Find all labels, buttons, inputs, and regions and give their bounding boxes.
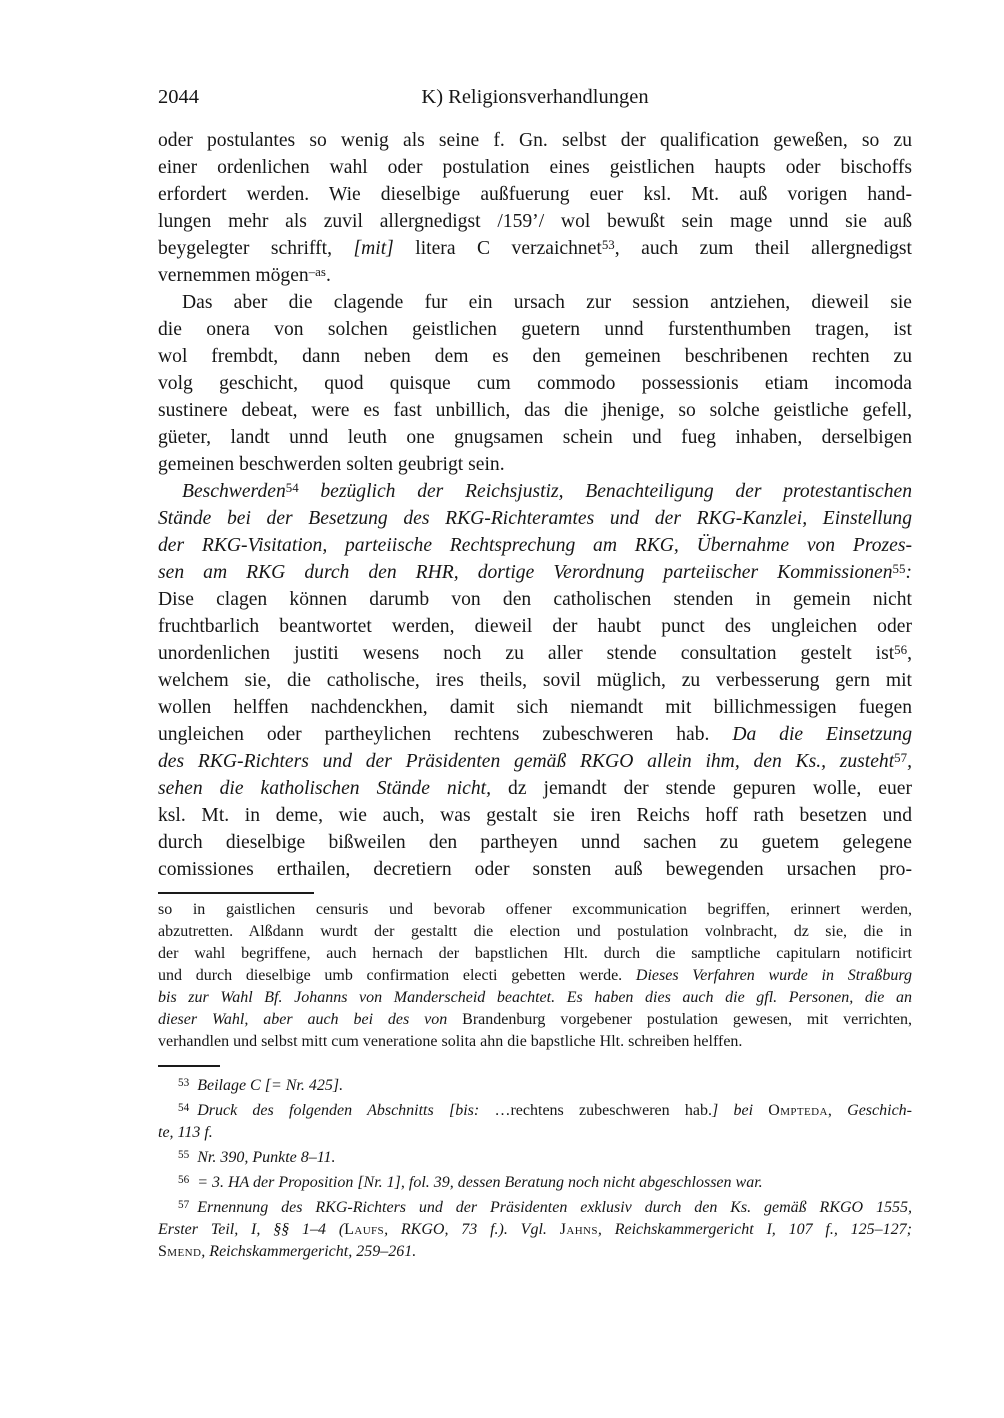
text-run: güeter, landt unnd leuth one gnugsamen schein und fueg inhaben, derselbigen: [158, 427, 912, 448]
text-run: ungleichen oder partheylichen rechtens zubeschweren hab.: [158, 724, 733, 745]
footnote-marker: 57: [894, 749, 908, 765]
text-line: [158, 775, 912, 802]
text-run: beygelegter schrifft,: [158, 238, 354, 259]
text-run: Erster Teil, I, §§ 1–4 (: [158, 1221, 345, 1238]
text-run: vernemmen mögen: [158, 265, 309, 286]
text-run: Stände bei der Besetzung des RKG-Richteramtes und der RKG-Kanzlei, Einstellung: [158, 508, 912, 529]
text-line: [158, 856, 912, 883]
text-line: [158, 667, 912, 694]
text-run: wol frembdt, dann neben dem es den gemeinen beschribenen rechten zu: [158, 346, 912, 367]
text-line: [158, 208, 912, 235]
footnotes-section: [158, 1075, 912, 1263]
text-run: , Reichskammergericht, 259–261.: [201, 1243, 417, 1260]
footnote-marker: 53: [601, 236, 615, 252]
text-run: Laufs: [344, 1221, 385, 1238]
text-run: erfordert werden. Wie dieselbige außfuerung euer ksl. Mt. auß vorigen hand-: [158, 184, 912, 205]
text-line: [158, 478, 912, 505]
text-run: die onera von solchen geistlichen guetern unnd furstenthumben tragen, ist: [158, 319, 912, 340]
footnote-marker: –as: [308, 263, 326, 279]
text-run: sustinere debeat, were es fast unbillich, das die jhenige, so solche geistliche gefell,: [158, 400, 912, 421]
text-run: sen am RKG durch den RHR, dortige Verordnung parteiischer Kommissionen: [158, 562, 893, 583]
footnote-55: [158, 1147, 912, 1169]
text-line: [158, 1075, 912, 1097]
text-line: [158, 289, 912, 316]
text-run: …rechtens zubeschweren hab.: [494, 1102, 712, 1119]
text-line: [158, 451, 912, 478]
text-run: welchem sie, die catholische, ires theils, sovil müglich, zu verbesserung gern mit: [158, 670, 912, 691]
text-run: Smend: [158, 1243, 202, 1260]
text-run: Dieses Verfahren wurde in Straßburg: [635, 967, 912, 984]
footnote-54: [158, 1100, 912, 1144]
text-run: Das aber die clagende fur ein ursach zur session antziehen, dieweil sie: [182, 292, 912, 313]
text-line: [158, 829, 912, 856]
text-run: des RKG-Richters und der Präsidenten gemäß RKGO allein ihm, den Ks., zusteht: [158, 751, 895, 772]
text-line: [158, 1241, 912, 1263]
text-run: , auch zum theil allergnedigst: [614, 238, 912, 259]
text-line: [158, 586, 912, 613]
text-line: [158, 1219, 912, 1241]
text-line: [158, 505, 912, 532]
text-run: = 3. HA der Proposition [Nr. 1], fol. 39, dessen Beratung noch nicht abgeschlossen war.: [197, 1174, 763, 1191]
text-run: abzutretten. Alßdann wurdt der gestaltt die election und postulation volnbracht, dz sie, die in: [158, 923, 912, 940]
text-line: [158, 802, 912, 829]
text-run: durch dieselbige bißweilen den partheyen unnd sachen zu guetem gelegene: [158, 832, 912, 853]
running-head: K) Religionsverhandlungen: [421, 86, 649, 108]
text-run: Ompteda: [768, 1102, 828, 1119]
text-line: [158, 987, 912, 1009]
footnote-separator-rule: [158, 1065, 220, 1067]
text-line: [158, 694, 912, 721]
text-run: einer ordenlichen wahl oder postulation eines geistlichen haupts oder bischoffs: [158, 157, 912, 178]
text-run: Nr. 390, Punkte 8–11.: [197, 1149, 336, 1166]
text-run: litera C verzaichnet: [393, 238, 602, 259]
text-run: verhandlen und selbst mitt cum veneratione solita ahn die bapstliche Hlt. schreiben helffen.: [158, 1033, 743, 1050]
paragraph-beschwerden: [158, 478, 912, 883]
text-line: [158, 424, 912, 451]
text-run: ,: [907, 643, 912, 664]
text-line: [158, 640, 912, 667]
text-line: [158, 1031, 912, 1053]
text-line: [158, 921, 912, 943]
text-line: [158, 154, 912, 181]
text-run: so in gaistlichen censuris und bevorab offener excommunication begriffen, erinnert werden,: [158, 901, 912, 918]
text-run: Brandenburg vorgebener postulation gewesen, mit verrichten,: [462, 1011, 913, 1028]
text-line: [158, 559, 912, 586]
body-text: [158, 127, 912, 883]
text-run: Ernennung des RKG-Richters und der Präsidenten exklusiv durch den Ks. gemäß RKGO 1555,: [197, 1199, 912, 1216]
text-line: [158, 721, 912, 748]
footnote-56: [158, 1172, 912, 1194]
text-line: [158, 1147, 912, 1169]
text-run: und durch dieselbige umb confirmation electi gebetten werde.: [158, 967, 636, 984]
text-line: [158, 613, 912, 640]
text-line: [158, 397, 912, 424]
paragraph-continuation: [158, 127, 912, 289]
page-number: 2044: [158, 86, 199, 108]
text-run: unordenlichen justiti wesens noch zu aller stende consultation gestelt ist: [158, 643, 895, 664]
text-line: [158, 1172, 912, 1194]
apparatus-note-continuation: [158, 899, 912, 1053]
text-run: .: [325, 265, 331, 286]
footnote-number: 54: [178, 1101, 190, 1114]
text-run: der RKG-Visitation, parteiische Rechtsprechung am RKG, Übernahme von Prozes-: [158, 535, 912, 556]
text-run: dz jemandt der stende gepuren wolle, euer: [508, 778, 913, 799]
text-line: [158, 899, 912, 921]
text-line: [158, 1122, 912, 1144]
text-run: bezüglich der Reichsjustiz, Benachteiligung der protestantischen: [298, 481, 912, 502]
page-header: [158, 84, 912, 111]
text-line: [158, 1100, 912, 1122]
text-line: [158, 748, 912, 775]
footnote-continuation-rule: [158, 892, 314, 894]
text-run: ,: [827, 1102, 848, 1119]
text-run: , RKGO, 73 f.). Vgl.: [384, 1221, 560, 1238]
text-line: [158, 235, 912, 262]
text-run: Da die Einsetzung: [732, 724, 913, 745]
footnote-number: 57: [178, 1198, 190, 1211]
text-run: sehen die katholischen Stände nicht,: [158, 778, 509, 799]
text-line: [158, 316, 912, 343]
text-run: Geschich-: [847, 1102, 912, 1119]
text-line: [158, 127, 912, 154]
text-run: te, 113 f.: [158, 1124, 213, 1141]
text-run: gemeinen beschwerden solten geubrigt sein.: [158, 454, 505, 475]
footnote-57: [158, 1197, 912, 1263]
text-line: [158, 943, 912, 965]
text-run: volg geschicht, quod quisque cum commodo possessionis etiam incomoda: [158, 373, 912, 394]
footnote-53: [158, 1075, 912, 1097]
text-line: [158, 370, 912, 397]
text-run: Druck des folgenden Abschnitts [bis:: [197, 1102, 495, 1119]
paragraph-session-clage: [158, 289, 912, 478]
footnote-marker: 54: [285, 479, 299, 495]
text-run: ksl. Mt. in deme, wie auch, was gestalt sie iren Reichs hoff rath besetzen und: [158, 805, 912, 826]
text-line: [158, 532, 912, 559]
text-run: oder postulantes so wenig als seine f. Gn. selbst der qualification geweßen, so zu: [158, 130, 912, 151]
text-line: [158, 1009, 912, 1031]
text-run: fruchtbarlich beantwortet werden, dieweil der haubt punct des ungleichen oder: [158, 616, 912, 637]
text-run: lungen mehr als zuvil allergnedigst /159’/ wol bewußt sein mage unnd sie auß: [158, 211, 912, 232]
text-line: [158, 343, 912, 370]
text-run: :: [905, 562, 912, 583]
footnote-marker: 55: [892, 560, 906, 576]
footnote-number: 55: [178, 1148, 190, 1161]
text-line: [158, 262, 912, 289]
text-run: ] bei: [712, 1102, 769, 1119]
text-run: ,: [907, 751, 912, 772]
text-run: Beschwerden: [182, 481, 286, 502]
text-run: wollen helffen nachdenckhen, damit sich niemandt mit billichmessigen fuegen: [158, 697, 912, 718]
footnote-number: 56: [178, 1173, 190, 1186]
text-line: [158, 1197, 912, 1219]
text-run: [mit]: [353, 238, 394, 259]
text-run: Dise clagen können darumb von den catholischen stenden in gemein nicht: [158, 589, 912, 610]
text-line: [158, 181, 912, 208]
text-run: Beilage C [= Nr. 425].: [197, 1077, 344, 1094]
text-run: Jahns: [559, 1221, 598, 1238]
footnote-number: 53: [178, 1076, 190, 1089]
text-run: dieser Wahl, aber auch bei des von: [158, 1011, 463, 1028]
footnote-marker: 56: [894, 641, 908, 657]
text-run: comissiones erthailen, decretiern oder sonsten auß bewegenden ursachen pro-: [158, 859, 912, 880]
text-line: [158, 965, 912, 987]
text-run: bis zur Wahl Bf. Johanns von Manderscheid beachtet. Es haben dies auch die gfl. Personen, die an: [158, 989, 912, 1006]
text-run: , Reichskammergericht I, 107 f., 125–127;: [597, 1221, 913, 1238]
text-run: der wahl begriffene, auch hernach der bapstlichen Hlt. durch die samptliche capitularn notificirt: [158, 945, 912, 962]
